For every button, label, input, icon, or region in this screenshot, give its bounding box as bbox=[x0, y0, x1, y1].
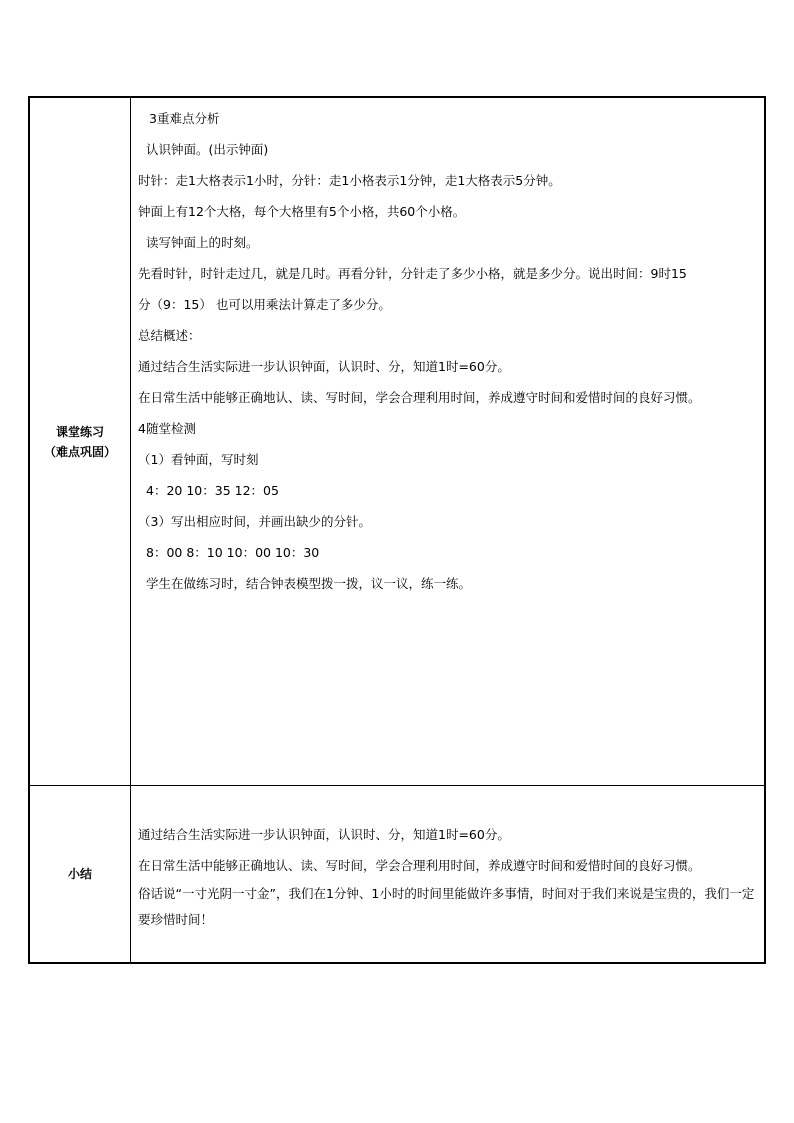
lesson-plan-table bbox=[28, 96, 766, 964]
exercise-times: 4：20 10：35 12：05 bbox=[146, 483, 279, 498]
summary-content-cell bbox=[131, 786, 766, 964]
content-line: 通过结合生活实际进一步认识钟面，认识时、分，知道1时=60分。 bbox=[138, 359, 510, 374]
content-line: 在日常生活中能够正确地认、读、写时间，学会合理利用时间，养成遵守时间和爱惜时间的良好习惯。 bbox=[138, 390, 701, 405]
exercise-item: （1）看钟面，写时刻 bbox=[138, 452, 259, 467]
summary-label-cell bbox=[29, 786, 131, 964]
summary-line: 在日常生活中能够正确地认、读、写时间，学会合理利用时间，养成遵守时间和爱惜时间的良好习惯。 bbox=[138, 858, 701, 873]
practice-label-main: 课堂练习 bbox=[55, 424, 104, 439]
content-line: 读写钟面上的时刻。 bbox=[146, 235, 259, 250]
summary-line: 通过结合生活实际进一步认识钟面，认识时、分，知道1时=60分。 bbox=[138, 827, 510, 842]
content-line: 时针：走1大格表示1小时，分针：走1小格表示1分钟，走1大格表示5分钟。 bbox=[138, 173, 561, 188]
section-heading-analysis: 3重难点分析 bbox=[149, 111, 220, 126]
exercise-times: 8：00 8：10 10：00 10：30 bbox=[146, 545, 320, 560]
practice-row bbox=[29, 97, 765, 786]
content-line: 总结概述： bbox=[138, 328, 201, 343]
practice-content-cell bbox=[131, 97, 766, 786]
exercise-item: （3）写出相应时间，并画出缺少的分针。 bbox=[138, 514, 371, 529]
content-line: 先看时针，时针走过几，就是几时。再看分针，分针走了多少小格，就是多少分。说出时间：9时15 bbox=[138, 266, 687, 281]
practice-label-sub: （难点巩固） bbox=[43, 444, 116, 459]
summary-row bbox=[29, 786, 765, 964]
section-heading-check: 4随堂检测 bbox=[138, 421, 196, 436]
content-line: 钟面上有12个大格，每个大格里有5个小格，共60个小格。 bbox=[138, 204, 466, 219]
summary-line: 俗话说“一寸光阴一寸金”，我们在1分钟、1小时的时间里能做许多事情，时间对于我们来说是宝贵的，我们一定要珍惜时间！ bbox=[138, 886, 755, 927]
practice-label-cell bbox=[29, 97, 131, 786]
practice-content bbox=[131, 98, 764, 599]
content-line: 学生在做练习时，结合钟表模型拨一拨，议一议，练一练。 bbox=[146, 576, 472, 591]
content-line: 认识钟面。(出示钟面) bbox=[146, 142, 269, 157]
summary-content bbox=[131, 786, 764, 933]
content-line: 分（9：15） 也可以用乘法计算走了多少分。 bbox=[138, 297, 391, 312]
summary-label: 小结 bbox=[67, 867, 92, 881]
